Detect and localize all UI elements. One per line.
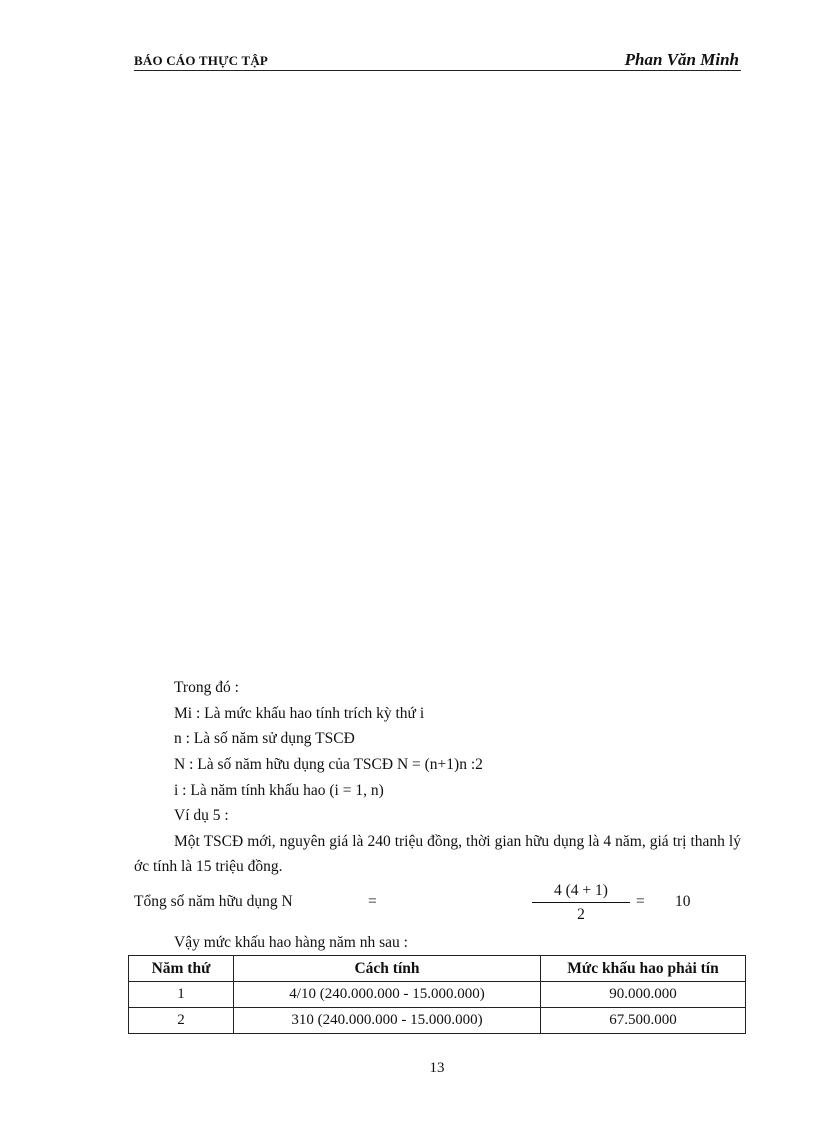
page-header: [134, 48, 741, 71]
formula-label: Tổng số năm hữu dụng N: [134, 893, 293, 910]
formula-equals-2: =: [636, 893, 645, 910]
col-header-method: Cách tính: [234, 956, 541, 982]
table-header-row: [129, 956, 746, 982]
formula-numerator: 4 (4 + 1): [554, 882, 608, 899]
definition-n-lower: n : Là số năm sử dụng TSCĐ: [174, 730, 355, 747]
cell-method: 310 (240.000.000 - 15.000.000): [234, 1008, 541, 1034]
formula: [134, 880, 741, 930]
definition-i: i : Là năm tính khấu hao (i = 1, n): [174, 782, 384, 799]
cell-year: 2: [129, 1008, 234, 1034]
definitions-intro: Trong đó :: [174, 679, 239, 696]
author-name: Phan Văn Minh: [624, 50, 739, 69]
depreciation-table: [128, 955, 746, 1034]
col-header-amount: Mức khấu hao phải tín: [541, 956, 746, 982]
example-title: Ví dụ 5 :: [174, 807, 229, 824]
table-row: [129, 1008, 746, 1034]
table-row: [129, 982, 746, 1008]
formula-fraction: [532, 880, 630, 925]
page-number: 13: [429, 1060, 445, 1076]
formula-denominator: 2: [577, 906, 585, 923]
cell-year: 1: [129, 982, 234, 1008]
cell-amount: 90.000.000: [541, 982, 746, 1008]
table-intro: Vậy mức khấu hao hàng năm nh sau :: [174, 934, 408, 951]
definition-n-upper: N : Là số năm hữu dụng của TSCĐ N = (n+1)n :2: [174, 756, 483, 773]
example-paragraph: Một TSCĐ mới, nguyên giá là 240 triệu đồng, thời gian hữu dụng là 4 năm, giá trị thanh lý ớc tính là 15 triệu đồng.: [134, 833, 741, 875]
formula-result: 10: [675, 893, 691, 910]
definition-mi: Mi : Là mức khấu hao tính trích kỳ thứ i: [174, 705, 425, 722]
formula-equals: =: [368, 893, 377, 910]
report-title: BÁO CÁO THỰC TẬP: [134, 53, 269, 68]
col-header-year: Năm thứ: [129, 956, 234, 982]
cell-method: 4/10 (240.000.000 - 15.000.000): [234, 982, 541, 1008]
cell-amount: 67.500.000: [541, 1008, 746, 1034]
